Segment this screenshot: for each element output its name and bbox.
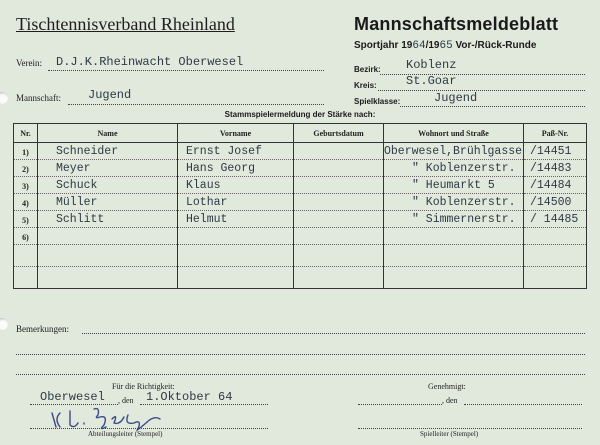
row-geburtsdatum — [294, 160, 384, 177]
row-pass-nr: /14451 — [524, 143, 587, 160]
row-pass-nr — [524, 245, 587, 267]
remarks-line-3 — [16, 374, 585, 375]
row-nr: 1) — [14, 143, 38, 160]
season-suffix: Vor-/Rück-Runde — [455, 40, 537, 51]
row-name: Meyer — [38, 160, 178, 177]
season-year-2: 65 — [439, 40, 453, 52]
row-vorname: Hans Georg — [178, 160, 294, 177]
table-caption: Stammspielermeldung der Stärke nach: — [224, 110, 376, 119]
signature-line-right — [358, 428, 582, 429]
header-geburtsdatum: Geburtsdatum — [294, 124, 384, 143]
genehmigt-label: Genehmigt: — [428, 382, 466, 391]
row-geburtsdatum — [294, 143, 384, 160]
row-geburtsdatum — [294, 267, 384, 289]
genehmigt-date-line — [464, 404, 582, 405]
row-wohnort — [384, 228, 524, 245]
season-line — [354, 40, 536, 52]
row-geburtsdatum — [294, 245, 384, 267]
table-row — [14, 194, 587, 211]
kreis-label: Kreis: — [354, 81, 377, 90]
punch-hole-top — [0, 92, 8, 104]
row-pass-nr: /14483 — [524, 160, 587, 177]
row-wohnort — [384, 267, 524, 289]
row-pass-nr: /14484 — [524, 177, 587, 194]
table-row — [14, 143, 587, 160]
player-table — [13, 123, 587, 289]
row-nr: 2) — [14, 160, 38, 177]
row-nr: 3) — [14, 177, 38, 194]
spielleiter-label: Spielleiter (Stempel) — [420, 430, 479, 438]
row-name — [38, 228, 178, 245]
bezirk-value: Koblenz — [406, 58, 457, 72]
org-title: Tischtennisverband Rheinland — [16, 14, 235, 34]
row-nr — [14, 245, 38, 267]
row-geburtsdatum — [294, 194, 384, 211]
row-vorname: Ernst Josef — [178, 143, 294, 160]
row-wohnort: " Koblenzerstr. — [384, 194, 524, 211]
abteilungsleiter-label: Abteilungsleiter (Stempel) — [88, 430, 163, 438]
kreis-value: St.Goar — [406, 74, 457, 88]
mannschaft-value: Jugend — [88, 88, 132, 102]
row-vorname — [178, 245, 294, 267]
row-name: Schneider — [38, 143, 178, 160]
genehmigt-place-line — [358, 404, 442, 405]
row-vorname — [178, 267, 294, 289]
remarks-label: Bemerkungen: — [16, 324, 69, 334]
table-row — [14, 160, 587, 177]
spielklasse-line — [400, 106, 585, 107]
row-name: Schlitt — [38, 211, 178, 228]
mannschaft-line — [68, 104, 324, 105]
season-prefix: Sportjahr 19 — [354, 40, 413, 51]
header-name: Name — [38, 124, 178, 143]
row-vorname — [178, 228, 294, 245]
verein-line — [48, 70, 324, 71]
verein-label: Verein: — [16, 58, 42, 68]
header-wohnort: Wohnort und Straße — [384, 124, 524, 143]
place-value: Oberwesel — [40, 390, 105, 404]
remarks-line-1 — [82, 333, 585, 334]
row-vorname: Helmut — [178, 211, 294, 228]
spielklasse-label: Spielklasse: — [354, 97, 401, 106]
den-label-right: , den — [442, 396, 458, 405]
table-header-row — [14, 124, 587, 143]
row-geburtsdatum — [294, 228, 384, 245]
row-nr: 6) — [14, 228, 38, 245]
row-wohnort — [384, 245, 524, 267]
row-nr — [14, 267, 38, 289]
row-pass-nr: / 14485 — [524, 211, 587, 228]
spielklasse-value: Jugend — [434, 91, 478, 105]
row-wohnort: " Heumarkt 5 — [384, 177, 524, 194]
season-mid: /19 — [425, 40, 440, 51]
mannschaft-label: Mannschaft: — [16, 93, 61, 103]
row-wohnort: " Koblenzerstr. — [384, 160, 524, 177]
row-geburtsdatum — [294, 177, 384, 194]
row-vorname: Klaus — [178, 177, 294, 194]
table-row — [14, 177, 587, 194]
punch-hole-bottom — [0, 318, 8, 330]
table-row — [14, 245, 587, 267]
signature-line-left — [30, 428, 268, 429]
verein-value: D.J.K.Rheinwacht Oberwesel — [56, 55, 244, 69]
den-label-left: , den — [118, 396, 134, 405]
row-name: Schuck — [38, 177, 178, 194]
row-wohnort: " Simmernerstr. — [384, 211, 524, 228]
row-nr: 5) — [14, 211, 38, 228]
row-pass-nr — [524, 267, 587, 289]
richtigkeit-label: Für die Richtigkeit: — [112, 382, 175, 391]
season-year-1: 64 — [412, 40, 426, 52]
row-geburtsdatum — [294, 211, 384, 228]
row-pass-nr — [524, 228, 587, 245]
header-pass-nr: Paß-Nr. — [524, 124, 587, 143]
row-pass-nr: /14500 — [524, 194, 587, 211]
bezirk-label: Bezirk: — [354, 65, 381, 74]
row-vorname: Lothar — [178, 194, 294, 211]
row-nr: 4) — [14, 194, 38, 211]
table-row — [14, 267, 587, 289]
row-name — [38, 267, 178, 289]
row-wohnort: Oberwesel,Brühlgasse — [384, 144, 523, 158]
remarks-line-2 — [16, 354, 585, 355]
header-nr: Nr. — [14, 124, 38, 143]
row-name — [38, 245, 178, 267]
row-name: Müller — [38, 194, 178, 211]
header-vorname: Vorname — [178, 124, 294, 143]
form-title: Mannschaftsmeldeblatt — [354, 14, 559, 34]
date-value: 1.Oktober 64 — [146, 390, 233, 404]
table-row — [14, 211, 587, 228]
table-row — [14, 228, 587, 245]
kreis-line — [378, 90, 585, 91]
